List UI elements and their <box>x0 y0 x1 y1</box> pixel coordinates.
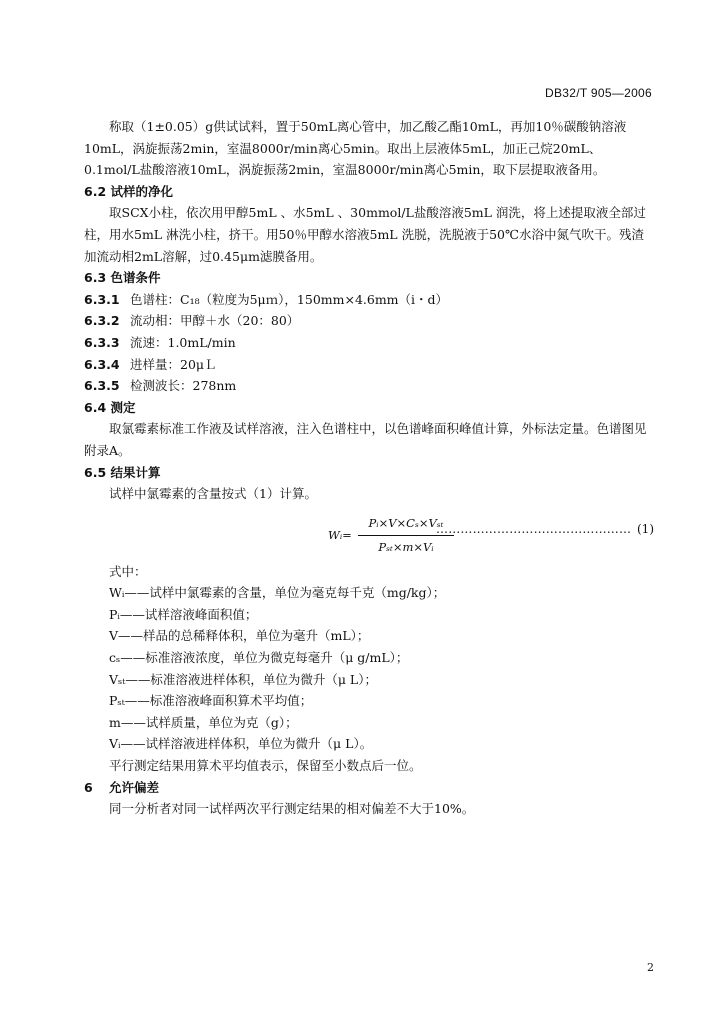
definition-line: m——试样质量，单位为克（g）； <box>109 714 298 730</box>
formula-block <box>84 507 656 557</box>
section-number: 6 <box>84 779 93 795</box>
list-item <box>84 354 656 376</box>
heading-6-3: 6.3 色谱条件 <box>84 270 161 286</box>
formula-leader-dots: ………………………………………… <box>436 521 632 536</box>
item-number: 6.3.5 <box>84 378 120 394</box>
document-body <box>84 116 656 820</box>
paragraph-purification: 取SCX小柱，依次用甲醇5mL 、水5mL 、30mmol/L盐酸溶液5mL 润洗，将上述提取液全部过柱，用水5mL 淋洗小柱，挤干。用50％甲醇水溶液5mL 洗脱，洗脱液于50℃水浴中氮气吹干。残渣加流动相2mL溶解，过0.45μm滤膜备用。 <box>84 205 646 264</box>
heading-6-4: 6.4 测定 <box>84 399 136 415</box>
definition-line: Pᵢ——试样溶液峰面积值； <box>109 606 258 622</box>
paragraph-extraction: 称取（1±0.05）g供试试料，置于50mL离心管中，加乙酸乙酯10mL，再加10％碳酸钠溶液10mL，涡旋振荡2min，室温8000r/min离心5min。取出上层液体5mL，加正己烷20mL、0.1mol/L盐酸溶液10mL，涡旋振荡2min，室温8000r/min离心5min，取下层提取液备用。 <box>84 119 627 178</box>
definition-line: cₛ——标准溶液浓度，单位为微克每毫升（μ g/mL）； <box>109 650 409 666</box>
definition-line: V——样品的总稀释体积，单位为毫升（mL）； <box>109 628 370 644</box>
definition-line: Vₛₜ——标准溶液进样体积，单位为微升（μ L）； <box>109 671 377 687</box>
list-item <box>84 310 656 332</box>
heading-6-5: 6.5 结果计算 <box>84 464 161 480</box>
definition-line: Vᵢ——试样溶液进样体积，单位为微升（μ L）。 <box>109 736 373 752</box>
paragraph-determination: 取氯霉素标准工作液及试样溶液，注入色谱柱中，以色谱峰面积峰值计算，外标法定量。色谱图见附录A。 <box>84 421 647 458</box>
list-item <box>84 375 656 397</box>
definition-line: 平行测定结果用算术平均值表示，保留至小数点后一位。 <box>109 758 422 774</box>
heading-6-2: 6.2 试样的净化 <box>84 183 173 199</box>
formula-denominator: Pₛₜ×m×Vᵢ <box>378 540 434 555</box>
list-item <box>84 289 656 311</box>
item-number: 6.3.3 <box>84 334 120 350</box>
item-text: 流速：1.0mL/min <box>130 334 236 350</box>
paragraph-calculation: 试样中氯霉素的含量按式（1）计算。 <box>109 486 317 502</box>
definition-line: Wᵢ——试样中氯霉素的含量，单位为毫克每千克（mg/kg）； <box>109 585 446 601</box>
paragraph-deviation: 同一分析者对同一试样两次平行测定结果的相对偏差不大于10%。 <box>109 801 475 817</box>
item-number: 6.3.2 <box>84 313 120 329</box>
equation-number: (1) <box>637 521 654 536</box>
section-title: 允许偏差 <box>109 779 160 795</box>
heading-6-allowable-deviation <box>84 777 656 799</box>
item-number: 6.3.4 <box>84 356 120 372</box>
formula-numerator: Pᵢ×V×Cₛ×Vₛₜ <box>358 513 454 537</box>
page-header: DB32/T 905—2006 <box>544 86 652 100</box>
item-number: 6.3.1 <box>84 291 120 307</box>
definition-line: Pₛₜ——标准溶液峰面积算术平均值； <box>109 693 313 709</box>
item-text: 检测波长：278nm <box>130 378 237 394</box>
list-item <box>84 332 656 354</box>
item-text: 进样量：20μＬ <box>130 356 217 372</box>
formula-lhs: Wᵢ= <box>328 527 352 542</box>
definitions <box>84 561 656 777</box>
item-text: 色谱柱：C₁₈（粒度为5μｍ），150mm×4.6mm（i・d） <box>130 291 449 307</box>
item-text: 流动相：甲醇＋水（20：80） <box>130 313 300 329</box>
page-number: 2 <box>647 961 654 974</box>
definitions-intro: 式中： <box>109 563 147 579</box>
